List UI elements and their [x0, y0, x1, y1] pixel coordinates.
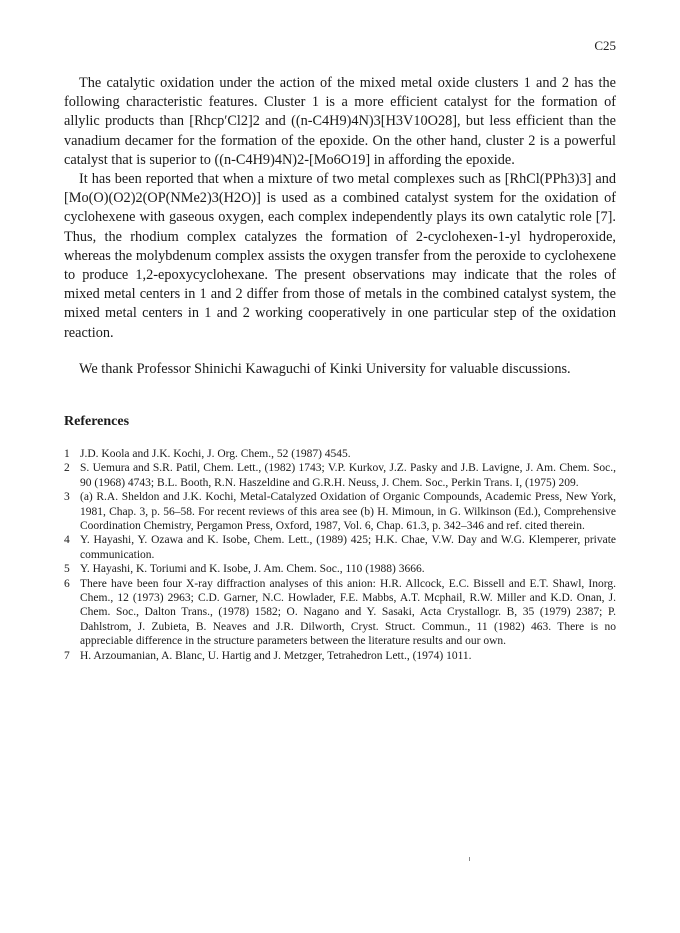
reference-number: 5 [64, 563, 70, 576]
reference-item [64, 562, 616, 576]
reference-item [64, 649, 616, 663]
reference-item [64, 577, 616, 649]
scan-speck [469, 857, 470, 861]
reference-number: 2 [64, 462, 70, 475]
reference-item [64, 461, 616, 490]
reference-number: 4 [64, 534, 70, 547]
reference-text: Y. Hayashi, Y. Ozawa and K. Isobe, Chem. Lett., (1989) 425; H.K. Chae, V.W. Day and W.G. Klemperer, private communication. [80, 534, 616, 561]
reference-number: 6 [64, 577, 70, 590]
reference-item [64, 533, 616, 562]
paragraph-catalytic-features: The catalytic oxidation under the action of the mixed metal oxide clusters 1 and 2 has the following characteristic features. Cluster 1 is a more efficient catalyst for the formation of allylic products than [Rhcp′Cl2]2 and ((n-C4H9)4N)3[H3V10O28], but less efficient than the vanadium decamer for the formation of the epoxide. On the other hand, cluster 2 is a powerful catalyst that is superior to ((n-C4H9)4N)2-[Mo6O19] in affording the epoxide. [64, 75, 616, 168]
reference-item [64, 447, 616, 461]
reference-text: (a) R.A. Sheldon and J.K. Kochi, Metal-Catalyzed Oxidation of Organic Compounds, Academic Press, New York, 1981, Chap. 3, p. 56–58. For recent reviews of this area see (b) H. Mimoun, in G. Wilkinson (Ed.), Comprehensive Coordination Chemistry, Pergamon Press, Oxford, 1987, Vol. 6, Chap. 61.3, p. 342–346 and ref. cited therein. [80, 491, 616, 533]
body-text [64, 74, 616, 379]
reference-number: 7 [64, 649, 70, 662]
reference-text: H. Arzoumanian, A. Blanc, U. Hartig and J. Metzger, Tetrahedron Lett., (1974) 1011. [80, 649, 472, 662]
reference-list [64, 447, 616, 663]
reference-text: Y. Hayashi, K. Toriumi and K. Isobe, J. Am. Chem. Soc., 110 (1988) 3666. [80, 563, 425, 576]
references-heading: References [64, 414, 130, 429]
reference-number: 3 [64, 491, 70, 504]
reference-text: J.D. Koola and J.K. Kochi, J. Org. Chem., 52 (1987) 4545. [80, 448, 351, 460]
reference-number: 1 [64, 448, 70, 460]
reference-item [64, 490, 616, 533]
reference-text: There have been four X-ray diffraction analyses of this anion: H.R. Allcock, E.C. Bissell and E.T. Shawl, Inorg. Chem., 12 (1973) 2963; C.D. Garner, N.C. Howlader, F.E. Mabbs, A.T. Mcphail, R.W. Miller and K.D. Onan, J. Chem. Soc., Dalton Trans., (1978) 1582; O. Nagano and Y. Sasaki, Acta Crystallogr. B, 35 (1979) 2387; P. Dahlstrom, J. Zubieta, B. Neaves and J.R. Dilworth, Cryst. Struct. Commun., 11 (1982) 463. There is no appreciable difference in the structure parameters between the literature results and our own. [80, 577, 616, 648]
acknowledgement: We thank Professor Shinichi Kawaguchi of Kinki University for valuable discussions. [79, 360, 571, 377]
page-number: C25 [594, 38, 616, 53]
reference-text: S. Uemura and S.R. Patil, Chem. Lett., (1982) 1743; V.P. Kurkov, J.Z. Pasky and J.B. Lavigne, J. Am. Chem. Soc., 90 (1968) 4743; B.L. Booth, R.N. Haszeldine and G.R.H. Neuss, J. Chem. Soc., Perkin Trans. I, (1975) 209. [80, 462, 616, 489]
paragraph-combined-catalyst: It has been reported that when a mixture of two metal complexes such as [RhCl(PPh3)3] and [Mo(O)(O2)2(OP(NMe2)3(H2O)] is used as a combined catalyst system for the oxidation of cyclohexene with gaseous oxygen, each complex independently plays its own catalytic role [7]. Thus, the rhodium complex catalyzes the formation of 2-cyclohexen-1-yl hydroperoxide, whereas the molybdenum complex assists the oxygen transfer from the peroxide to cyclohexene to produce 1,2-epoxycyclohexane. The present observations may indicate that the roles of mixed metal centers in 1 and 2 differ from those of metals in the combined catalyst system, the mixed metal centers in 1 and 2 working cooperatively in one particular step of the oxidation reaction. [64, 171, 616, 341]
